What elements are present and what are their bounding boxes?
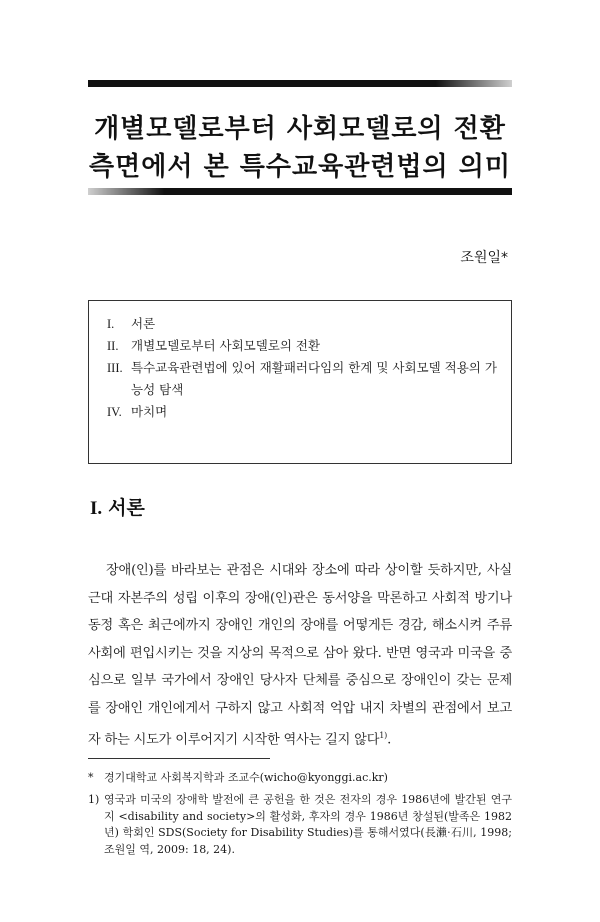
toc-number: I.	[107, 317, 115, 331]
top-rule	[88, 80, 512, 87]
page-title-line-1: 개별모델로부터 사회모델로의 전환	[94, 114, 506, 144]
footnote-reference[interactable]: 1)	[379, 731, 388, 741]
footnote-divider	[88, 758, 270, 759]
section-title: 서론	[108, 497, 145, 519]
section-number: I.	[90, 498, 103, 519]
footnote-author	[88, 770, 512, 787]
body-paragraph	[88, 557, 512, 754]
footnote-mark: *	[88, 771, 94, 784]
page-title-line-2: 측면에서 본 특수교육관련법의 의미	[89, 152, 511, 182]
toc-number: IV.	[107, 405, 122, 419]
toc-item-3	[107, 357, 497, 401]
section-heading	[90, 493, 145, 520]
toc-item-2	[107, 335, 497, 357]
paragraph-text: 장애(인)를 바라보는 관점은 시대와 장소에 따라 상이할 듯하지만, 사실 근대 자본주의 성립 이후의 장애(인)관은 동서양을 막론하고 사회적 방기나 동정 혹은 최근에까지 장애인 개인의 장애를 어떻게든 경감, 해소시켜 주류 사회에 편입시키는 것을 지상의 목적으로 삼아 왔다. 반면 영국과 미국을 중심으로 일부 국가에서 장애인 당사자 단체를 중심으로 장애인이 갖는 문제를 장애인 개인에게서 구하지 않고 사회적 억압 내지 차별의 관점에서 보고자 하는 시도가 이루어지기 시작한 역사는 길지 않다	[88, 563, 512, 748]
footnote-text: 영국과 미국의 장애학 발전에 큰 공헌을 한 것은 전자의 경우 1986년에 발간된 연구지 <disability and society>의 활성화, 후자의 경우 1986년 창설된(발족은 1982년) 학회인 SDS(Society for Disability Studies)를 통해서였다(長瀨·石川, 1998; 조원일 역, 2009: 18, 24).	[104, 793, 512, 856]
bottom-rule	[88, 188, 512, 195]
toc-item-1	[107, 313, 497, 335]
table-of-contents	[88, 300, 512, 464]
footnote-mark: 1)	[88, 793, 100, 806]
footnote-text: 경기대학교 사회복지학과 조교수(wicho@kyonggi.ac.kr)	[104, 771, 388, 784]
toc-text: 마치며	[131, 404, 168, 419]
toc-number: III.	[107, 361, 123, 375]
toc-number: II.	[107, 339, 119, 353]
author-name: 조원일*	[460, 250, 508, 266]
footnote-1	[88, 792, 512, 858]
paragraph-end: .	[387, 732, 392, 748]
toc-item-4	[107, 401, 497, 423]
toc-text: 개별모델로부터 사회모델로의 전환	[131, 338, 321, 353]
toc-text: 특수교육관련법에 있어 재활패러다임의 한계 및 사회모델 적용의 가능성 탐색	[131, 360, 497, 397]
toc-text: 서론	[131, 316, 156, 331]
